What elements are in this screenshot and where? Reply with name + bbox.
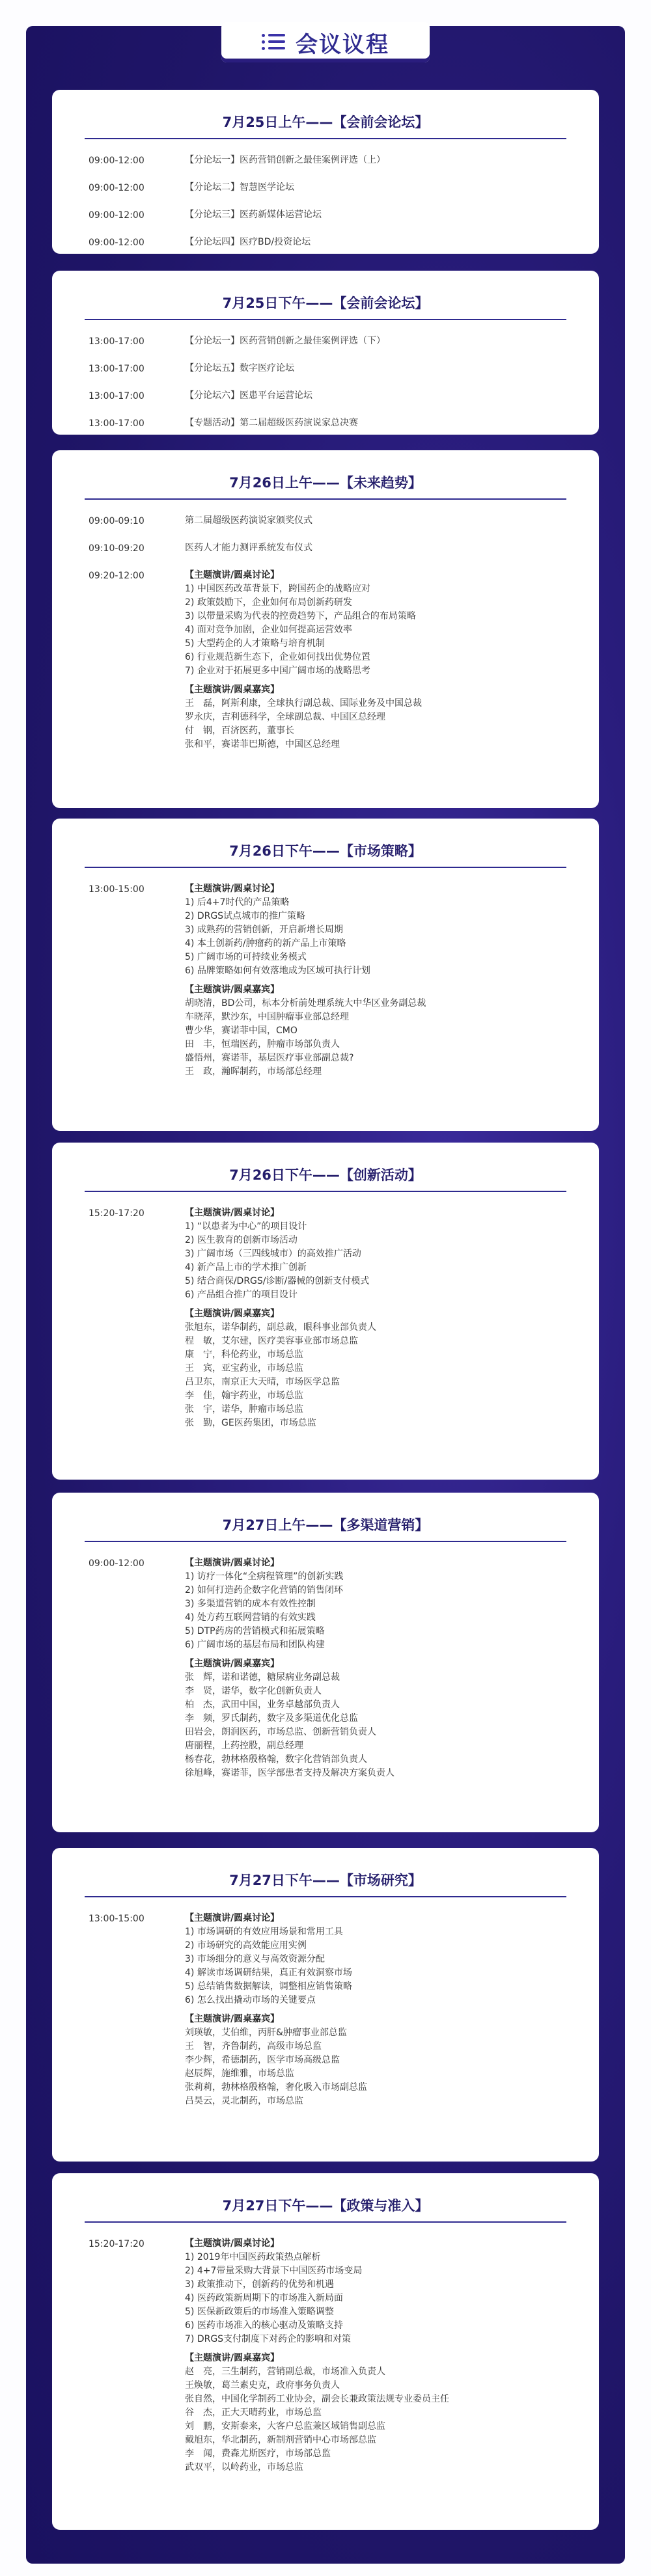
speaker: 车晓萍，默沙东，中国肿瘤事业部总经理 [185,1012,349,1022]
agenda-row [89,154,562,168]
agenda-row [89,1912,562,2108]
page-title: 会议议程 [296,31,389,58]
time: 09:10-09:20 [89,543,145,554]
section-heading: 【主题演讲/圆桌嘉宾】 [185,1659,280,1669]
session-title: 7月27日上午——【多渠道营销】 [222,1517,429,1533]
speaker: 张旭东，诺华制药，副总裁，眼科事业部负责人 [185,1322,376,1333]
agenda-row [89,236,562,250]
speaker: 武双平，以岭药业，市场总监 [185,2462,303,2473]
speaker: 谷 杰，正大天晴药业，市场总监 [185,2407,322,2418]
speaker: 柏 杰，武田中国，业务卓越部负责人 [185,1700,340,1710]
divider [85,319,566,320]
time: 13:00-15:00 [89,1914,145,1924]
divider [85,867,566,868]
agenda-row [89,2237,562,2474]
topic-item: 2) DRGS试点城市的推广策略 [185,911,306,921]
topic-item: 4) 处方药互联网营销的有效实践 [185,1612,316,1623]
topic: 【分论坛三】医药新媒体运营论坛 [185,210,322,220]
topic: 【分论坛五】数字医疗论坛 [185,363,294,373]
topic-item: 2) 4+7带量采购大背景下中国医药市场变局 [185,2266,363,2276]
agenda-block [185,1556,562,1780]
session-card [52,450,599,808]
agenda-row [89,181,562,195]
session-card [52,271,599,435]
topic-item: 2) 如何打造药企数字化营销的销售闭环 [185,1585,343,1595]
topic-item: 5) DTP药房的营销模式和拓展策略 [185,1626,325,1636]
speaker: 张和平，赛诺菲巴斯德，中国区总经理 [185,739,340,750]
topic: 医药人才能力测评系统发布仪式 [185,543,312,553]
speaker: 李 闻，费森尤斯医疗，市场部总监 [185,2448,331,2459]
list-icon [262,33,285,52]
speaker: 李 贤，诺华，数字化创新负责人 [185,1686,322,1696]
speaker: 李 佳，翰宇药业，市场总监 [185,1390,303,1401]
agenda-row [89,569,562,752]
speaker: 吕卫东，南京正大天晴，市场医学总监 [185,1377,340,1387]
speaker: 李 频，罗氏制药，数字及多渠道优化总监 [185,1713,358,1724]
topic-item: 4) 医药政策新周期下的市场准入新局面 [185,2293,343,2303]
agenda-row [89,1206,562,1430]
topic: 【分论坛二】智慧医学论坛 [185,182,294,193]
time: 15:20-17:20 [89,1208,145,1219]
time: 15:20-17:20 [89,2239,145,2249]
topic-item: 1) 中国医药改革背景下，跨国药企的战略应对 [185,584,370,594]
time: 09:00-12:00 [89,1558,145,1569]
topic-item: 4) 解读市场调研结果，真正有效洞察市场 [185,1968,352,1978]
session-card [52,819,599,1131]
speaker: 赵 亮，三生制药，营销副总裁，市场准入负责人 [185,2366,385,2377]
speaker: 刘 鹏，安斯泰来，大客户总监兼区域销售副总监 [185,2421,385,2432]
section-heading: 【主题演讲/圆桌讨论】 [185,570,280,580]
speaker: 张 辉，诺和诺德，糖尿病业务副总裁 [185,1672,340,1683]
topic-item: 2) 市场研究的高效能应用实例 [185,1940,307,1951]
agenda-block [185,569,562,752]
speaker: 吕昊云，灵北制药，市场总监 [185,2096,303,2106]
agenda-row [89,208,562,223]
divider [85,498,566,500]
speaker: 张莉莉，勃林格殷格翰，奢化吸入市场副总监 [185,2082,367,2093]
topic: 【分论坛六】医患平台运营论坛 [185,390,312,401]
speaker: 胡晓清，BD公司，标本分析前处理系统大中华区业务副总裁 [185,998,426,1009]
speaker: 张 宇，诺华，肿瘤市场总监 [185,1404,303,1415]
speaker: 刘瑛敏，艾伯维，丙肝&肿瘤事业部总监 [185,2027,347,2038]
agenda-row [89,389,562,403]
agenda-header [221,22,430,62]
session-title: 7月25日下午——【会前会论坛】 [222,295,429,311]
time: 09:00-12:00 [89,237,145,248]
speaker: 杨春花，勃林格殷格翰，数字化营销部负责人 [185,1754,367,1765]
session-card [52,2173,599,2530]
topic-item: 1) “以患者为中心”的项目设计 [185,1221,307,1232]
session-title: 7月26日上午——【未来趋势】 [229,475,422,491]
topic-item: 3) 成熟药的营销创新，开启新增长周期 [185,925,343,935]
topic-item: 7) DRGS支付制度下对药企的影响和对策 [185,2334,352,2344]
speaker: 王 宾，亚宝药业，市场总监 [185,1363,303,1374]
speaker: 王 磊，阿斯利康，全球执行副总裁、国际业务及中国总裁 [185,698,422,709]
time: 09:20-12:00 [89,571,145,581]
agenda-row [89,362,562,376]
topic-item: 6) 医药市场准入的核心驱动及策略支持 [185,2320,343,2331]
topic-item: 6) 产品组合推广的项目设计 [185,1290,298,1300]
session-card [52,1848,599,2162]
time: 13:00-17:00 [89,364,145,374]
speaker: 戴旭东，华北制药，新制剂营销中心市场部总监 [185,2435,376,2445]
topic-item: 2) 医生教育的创新市场活动 [185,1235,298,1245]
divider [85,2221,566,2223]
divider [85,138,566,139]
topic-item: 4) 面对竞争加剧，企业如何提高运营效率 [185,625,352,635]
session-card [52,1143,599,1480]
topic: 【分论坛四】医疗BD/投资论坛 [185,237,311,247]
session-title: 7月26日下午——【市场策略】 [229,843,422,859]
agenda-block [185,1912,562,2108]
speaker: 王焕敏，葛兰素史克，政府事务负责人 [185,2380,340,2391]
topic-item: 3) 市场细分的意义与高效资源分配 [185,1954,325,1964]
section-heading: 【主题演讲/圆桌嘉宾】 [185,984,280,995]
topic-item: 3) 多渠道营销的成本有效性控制 [185,1599,316,1609]
topic-item: 1) 访疗一体化“全病程管理”的创新实践 [185,1571,344,1582]
agenda-row [89,416,562,431]
speaker: 康 宁，科伦药业，市场总监 [185,1349,303,1360]
topic-item: 5) 医保新政策后的市场准入策略调整 [185,2307,334,2317]
agenda-row [89,882,562,1079]
topic-item: 6) 品牌策略如何有效落地成为区域可执行计划 [185,966,370,976]
divider [85,1191,566,1192]
agenda-block [185,1206,562,1430]
speaker: 王 智，齐鲁制药，高级市场总监 [185,2041,322,2052]
time: 13:00-17:00 [89,336,145,347]
topic: 【分论坛一】医药营销创新之最佳案例评选（下） [185,336,385,346]
topic-item: 2) 政策鼓励下，企业如何布局创新药研发 [185,597,352,608]
topic: 【专题活动】第二届超级医药演说家总决赛 [185,418,358,428]
topic-item: 3) 政策推动下，创新药的优势和机遇 [185,2279,334,2290]
topic-item: 7) 企业对于拓展更多中国广阔市场的战略思考 [185,666,370,676]
speaker: 程 敏，艾尔建，医疗美容事业部市场总监 [185,1336,358,1346]
speaker: 赵辰辉，施维雅，市场总监 [185,2068,294,2079]
topic-item: 4) 本土创新药/肿瘤药的新产品上市策略 [185,938,346,949]
topic-item: 1) 市场调研的有效应用场景和常用工具 [185,1927,343,1937]
section-heading: 【主题演讲/圆桌讨论】 [185,1913,280,1923]
section-heading: 【主题演讲/圆桌嘉宾】 [185,1308,280,1319]
session-title: 7月27日下午——【政策与准入】 [222,2198,429,2214]
agenda-row [89,514,562,528]
agenda-row [89,334,562,349]
agenda-block [185,2237,562,2474]
section-heading: 【主题演讲/圆桌嘉宾】 [185,685,280,695]
speaker: 唐丽程，上药控股，副总经理 [185,1741,303,1751]
speaker: 付 钢，百济医药，董事长 [185,725,294,736]
agenda-row [89,541,562,556]
session-card [52,90,599,254]
time: 09:00-12:00 [89,210,145,221]
topic-item: 6) 怎么找出撬动市场的关键要点 [185,1995,316,2005]
time: 09:00-09:10 [89,516,145,526]
speaker: 罗永庆，吉利德科学，全球副总裁、中国区总经理 [185,712,385,722]
topic: 第二届超级医药演说家颁奖仪式 [185,515,312,526]
section-heading: 【主题演讲/圆桌讨论】 [185,1558,280,1568]
speaker: 田 丰，恒瑞医药，肿瘤市场部负责人 [185,1039,340,1050]
topic-item: 3) 以带量采购为代表的控费趋势下，产品组合的布局策略 [185,611,416,621]
section-heading: 【主题演讲/圆桌讨论】 [185,2238,280,2249]
speaker: 盛悟州，赛诺菲，基层医疗事业部副总裁? [185,1053,354,1063]
speaker: 李少辉，希德制药，医学市场高级总监 [185,2055,340,2065]
section-heading: 【主题演讲/圆桌嘉宾】 [185,2014,280,2024]
time: 09:00-12:00 [89,183,145,193]
topic-item: 5) 广阔市场的可持续业务模式 [185,952,307,962]
session-title: 7月27日下午——【市场研究】 [229,1873,422,1888]
topic-item: 6) 行业规范新生态下，企业如何找出优势位置 [185,652,370,662]
section-heading: 【主题演讲/圆桌讨论】 [185,884,280,894]
session-card [52,1493,599,1832]
topic-item: 6) 广阔市场的基层布局和团队构建 [185,1640,325,1650]
topic-item: 3) 广阔市场（三四线城市）的高效推广活动 [185,1249,361,1259]
speaker: 张自然，中国化学制药工业协会，副会长兼政策法规专业委员主任 [185,2394,449,2404]
speaker: 张 勤，GE医药集团，市场总监 [185,1418,316,1428]
topic-item: 1) 后4+7时代的产品策略 [185,897,290,908]
agenda-block [185,882,562,1079]
speaker: 曹少华，赛诺菲中国，CMO [185,1025,298,1036]
divider [85,1896,566,1897]
topic: 【分论坛一】医药营销创新之最佳案例评选（上） [185,155,385,165]
speaker: 徐旭峰，赛诺菲，医学部患者支持及解决方案负责人 [185,1768,395,1778]
topic-item: 4) 新产品上市的学术推广创新 [185,1262,307,1273]
session-title: 7月25日上午——【会前会论坛】 [222,115,429,130]
session-title: 7月26日下午——【创新活动】 [229,1167,422,1183]
time: 09:00-12:00 [89,156,145,166]
topic-item: 5) 结合商保/DRGS/诊断/器械的创新支付模式 [185,1276,370,1286]
section-heading: 【主题演讲/圆桌讨论】 [185,1208,280,1218]
agenda-row [89,1556,562,1780]
topic-item: 5) 总结销售数据解读，调整相应销售策略 [185,1981,352,1992]
topic-item: 1) 2019年中国医药政策热点解析 [185,2252,321,2262]
topic-item: 5) 大型药企的人才策略与培育机制 [185,638,325,649]
section-heading: 【主题演讲/圆桌嘉宾】 [185,2353,280,2363]
time: 13:00-17:00 [89,391,145,401]
divider [85,1541,566,1542]
speaker: 王 政，瀚晖制药，市场部总经理 [185,1066,322,1077]
speaker: 田岩会，朗润医药，市场总监、创新营销负责人 [185,1727,376,1737]
time: 13:00-15:00 [89,884,145,895]
time: 13:00-17:00 [89,418,145,429]
